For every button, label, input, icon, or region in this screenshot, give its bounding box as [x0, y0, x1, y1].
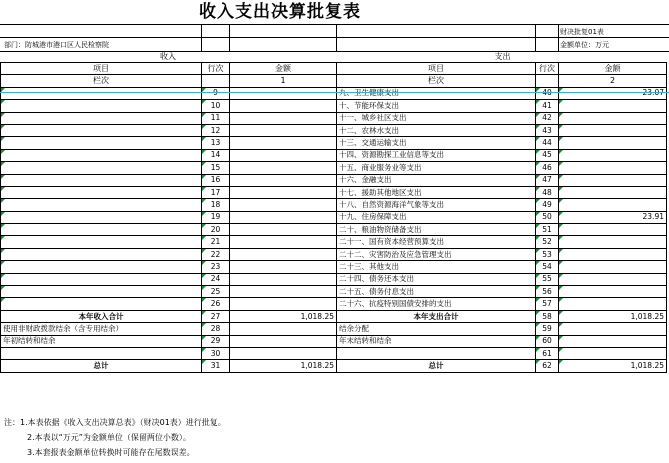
department-label: 部门：防城港市港口区人民检察院 — [4, 41, 109, 49]
table-row — [1, 323, 667, 335]
expense-item-cell[interactable]: 结余分配 — [337, 323, 536, 335]
income-line-cell[interactable]: 21 — [202, 236, 230, 248]
expense-amount-cell[interactable] — [559, 248, 667, 260]
form-number: 财决批复01表 — [560, 28, 604, 36]
income-item-cell[interactable] — [1, 149, 202, 161]
expense-item-cell[interactable]: 二十三、其他支出 — [337, 261, 536, 273]
expense-item-cell[interactable]: 十二、农林水支出 — [337, 124, 536, 136]
income-item-cell[interactable]: 年初结转和结余 — [1, 335, 202, 347]
expense-col-index: 2 — [559, 75, 667, 87]
income-amount-cell[interactable] — [230, 335, 337, 347]
expense-item-cell[interactable]: 二十一、国有资本经营预算支出 — [337, 236, 536, 248]
expense-line-cell[interactable]: 59 — [536, 323, 559, 335]
income-line-cell[interactable]: 31 — [202, 360, 230, 372]
income-item-cell[interactable] — [1, 347, 202, 359]
note-1: 注：1.本表依据《收入支出决算总表》（财决01表）进行批复。 — [4, 418, 226, 427]
income-amount-cell[interactable] — [230, 186, 337, 198]
income-amount-cell[interactable] — [230, 286, 337, 298]
income-line-cell[interactable]: 29 — [202, 335, 230, 347]
expense-item-cell[interactable]: 十四、资源勘探工业信息等支出 — [337, 149, 536, 161]
table-row — [1, 174, 667, 186]
expense-amount-cell[interactable] — [559, 224, 667, 236]
expense-amount-cell[interactable] — [559, 186, 667, 198]
table-row — [1, 236, 667, 248]
income-amount-cell[interactable] — [230, 211, 337, 223]
expense-line-cell[interactable]: 44 — [536, 137, 559, 149]
expense-item-cell[interactable]: 十七、援助其他地区支出 — [337, 186, 536, 198]
income-item-cell[interactable] — [1, 261, 202, 273]
table-row — [1, 347, 667, 359]
income-item-cell[interactable] — [1, 248, 202, 260]
expense-amount-cell[interactable] — [559, 87, 667, 99]
expense-item-cell[interactable]: 十五、商业服务业等支出 — [337, 162, 536, 174]
expense-index-blank — [536, 75, 559, 87]
income-amount-cell[interactable] — [230, 199, 337, 211]
income-line-cell[interactable]: 17 — [202, 186, 230, 198]
table-row — [1, 248, 667, 260]
expense-amount-cell[interactable] — [559, 298, 667, 310]
income-amount-cell[interactable] — [230, 149, 337, 161]
income-item-cell[interactable] — [1, 87, 202, 99]
income-line-cell[interactable]: 23 — [202, 261, 230, 273]
income-line-cell[interactable]: 27 — [202, 310, 230, 322]
expense-line-cell[interactable]: 52 — [536, 236, 559, 248]
expense-amount-cell[interactable] — [559, 137, 667, 149]
income-amount-cell[interactable]: 1,018.25 — [230, 310, 337, 322]
income-item-cell[interactable] — [1, 124, 202, 136]
income-amount-cell[interactable] — [230, 236, 337, 248]
expense-item-cell[interactable] — [337, 87, 536, 99]
income-item-cell[interactable] — [1, 199, 202, 211]
income-amount-cell[interactable] — [230, 298, 337, 310]
income-line-cell[interactable] — [202, 87, 230, 99]
expense-item-cell[interactable]: 二十五、债务付息支出 — [337, 286, 536, 298]
income-item-cell[interactable]: 总计 — [1, 360, 202, 372]
expense-line-cell[interactable]: 55 — [536, 273, 559, 285]
income-item-cell[interactable] — [1, 112, 202, 124]
income-amount-cell[interactable] — [230, 174, 337, 186]
income-amount-cell[interactable] — [230, 87, 337, 99]
expense-line-cell[interactable]: 45 — [536, 149, 559, 161]
expense-line-cell[interactable]: 41 — [536, 100, 559, 112]
expense-line-cell[interactable]: 56 — [536, 286, 559, 298]
expense-item-cell[interactable]: 总计 — [337, 360, 536, 372]
income-item-cell[interactable] — [1, 174, 202, 186]
income-item-cell[interactable]: 使用非财政拨款结余（含专用结余） — [1, 323, 202, 335]
income-line-cell[interactable]: 26 — [202, 298, 230, 310]
income-amount-cell[interactable] — [230, 162, 337, 174]
table-row — [1, 261, 667, 273]
expense-amount-cell[interactable] — [559, 112, 667, 124]
expense-amount-cell[interactable] — [559, 199, 667, 211]
table-row — [1, 310, 667, 322]
expense-item-cell[interactable]: 二十六、抗疫特别国债安排的支出 — [337, 298, 536, 310]
expense-amount-cell[interactable]: 1,018.25 — [559, 310, 667, 322]
income-amount-cell[interactable] — [230, 112, 337, 124]
expense-item-cell[interactable]: 十、节能环保支出 — [337, 100, 536, 112]
table-row — [1, 162, 667, 174]
income-line-cell[interactable]: 18 — [202, 199, 230, 211]
expense-amount-cell[interactable] — [559, 100, 667, 112]
income-line-cell[interactable]: 13 — [202, 137, 230, 149]
expense-amount-cell[interactable] — [559, 286, 667, 298]
column-header-row — [1, 63, 667, 75]
income-line-cell[interactable]: 14 — [202, 149, 230, 161]
expense-item-cell[interactable]: 十一、城乡社区支出 — [337, 112, 536, 124]
income-amount-cell[interactable] — [230, 124, 337, 136]
expense-amount-cell[interactable] — [559, 261, 667, 273]
income-item-cell[interactable] — [1, 224, 202, 236]
expense-amount-cell[interactable] — [559, 174, 667, 186]
table-row — [1, 124, 667, 136]
income-line-cell[interactable]: 15 — [202, 162, 230, 174]
income-line-cell[interactable]: 25 — [202, 286, 230, 298]
expense-line-cell[interactable]: 42 — [536, 112, 559, 124]
approval-table — [0, 62, 667, 373]
expense-amount-cell[interactable] — [559, 323, 667, 335]
expense-line-cell[interactable]: 43 — [536, 124, 559, 136]
income-line-cell[interactable]: 22 — [202, 248, 230, 260]
table-row — [1, 286, 667, 298]
table-row — [1, 87, 667, 99]
expense-item-cell[interactable]: 十六、金融支出 — [337, 174, 536, 186]
table-row — [1, 100, 667, 112]
income-line-cell[interactable]: 16 — [202, 174, 230, 186]
income-item-cell[interactable] — [1, 186, 202, 198]
expense-amount-cell[interactable]: 1,018.25 — [559, 360, 667, 372]
income-amount-cell[interactable]: 1,018.25 — [230, 360, 337, 372]
expense-item-cell[interactable]: 十八、自然资源海洋气象等支出 — [337, 199, 536, 211]
expense-line-cell[interactable]: 54 — [536, 261, 559, 273]
income-index-blank — [202, 75, 230, 87]
income-line-cell[interactable]: 30 — [202, 347, 230, 359]
income-item-cell[interactable] — [1, 162, 202, 174]
expense-line-cell[interactable]: 57 — [536, 298, 559, 310]
table-row — [1, 224, 667, 236]
notes — [4, 415, 226, 460]
expense-amount-header: 金额 — [559, 63, 667, 75]
expense-item-cell[interactable]: 二十二、灾害防治及应急管理支出 — [337, 248, 536, 260]
expense-amount-cell[interactable] — [559, 273, 667, 285]
income-item-cell[interactable] — [1, 286, 202, 298]
table-row — [1, 298, 667, 310]
income-amount-cell[interactable] — [230, 323, 337, 335]
income-item-cell[interactable] — [1, 137, 202, 149]
expense-amount-cell[interactable] — [559, 236, 667, 248]
income-item-cell[interactable] — [1, 298, 202, 310]
income-item-cell[interactable] — [1, 236, 202, 248]
expense-amount-cell[interactable] — [559, 124, 667, 136]
table-row — [1, 186, 667, 198]
table-row — [1, 199, 667, 211]
table-row — [1, 112, 667, 124]
expense-item-cell[interactable]: 十九、住房保障支出 — [337, 211, 536, 223]
income-amount-header: 金额 — [230, 63, 337, 75]
expense-amount-cell[interactable] — [559, 162, 667, 174]
expense-line-cell[interactable] — [536, 87, 559, 99]
income-amount-cell[interactable] — [230, 273, 337, 285]
expense-item-cell[interactable] — [337, 347, 536, 359]
expense-line-cell[interactable]: 46 — [536, 162, 559, 174]
income-line-cell[interactable]: 10 — [202, 100, 230, 112]
expense-line-cell[interactable]: 58 — [536, 310, 559, 322]
income-item-header: 项目 — [1, 63, 202, 75]
table-row — [1, 137, 667, 149]
income-item-cell[interactable] — [1, 273, 202, 285]
income-line-cell[interactable]: 24 — [202, 273, 230, 285]
expense-item-cell[interactable]: 本年支出合计 — [337, 310, 536, 322]
expense-line-cell[interactable]: 50 — [536, 211, 559, 223]
table-row — [1, 335, 667, 347]
expense-line-cell[interactable]: 51 — [536, 224, 559, 236]
income-section-label: 收入 — [160, 52, 176, 61]
expense-line-cell[interactable]: 48 — [536, 186, 559, 198]
expense-line-cell[interactable]: 62 — [536, 360, 559, 372]
expense-line-cell[interactable]: 61 — [536, 347, 559, 359]
selection-guide-line — [0, 92, 669, 93]
income-row-label: 栏次 — [1, 75, 202, 87]
expense-item-cell[interactable]: 十三、交通运输支出 — [337, 137, 536, 149]
income-item-cell[interactable]: 本年收入合计 — [1, 310, 202, 322]
table-title: 收入支出决算批复表 — [199, 2, 361, 22]
expense-line-cell[interactable]: 60 — [536, 335, 559, 347]
table-row — [1, 360, 667, 372]
income-item-cell[interactable] — [1, 211, 202, 223]
table-row — [1, 273, 667, 285]
expense-line-cell[interactable]: 49 — [536, 199, 559, 211]
table-row — [1, 211, 667, 223]
expense-row-label: 栏次 — [337, 75, 536, 87]
income-amount-cell[interactable] — [230, 100, 337, 112]
income-line-header: 行次 — [202, 63, 230, 75]
expense-item-cell[interactable]: 二十四、债务还本支出 — [337, 273, 536, 285]
income-line-cell[interactable]: 11 — [202, 112, 230, 124]
income-item-cell[interactable] — [1, 100, 202, 112]
income-line-cell[interactable]: 20 — [202, 224, 230, 236]
unit-label: 金额单位：万元 — [560, 41, 609, 49]
note-3: 3.本套报表金额单位转换时可能存在尾数误差。 — [27, 448, 195, 457]
expense-line-cell[interactable]: 53 — [536, 248, 559, 260]
income-amount-cell[interactable] — [230, 248, 337, 260]
expense-amount-cell[interactable]: 23.91 — [559, 211, 667, 223]
income-amount-cell[interactable] — [230, 137, 337, 149]
income-amount-cell[interactable] — [230, 347, 337, 359]
column-index-row — [1, 75, 667, 87]
income-amount-cell[interactable] — [230, 224, 337, 236]
note-2: 2.本表以“万元”为金额单位（保留两位小数）。 — [27, 433, 191, 442]
expense-line-header: 行次 — [536, 63, 559, 75]
table-row — [1, 149, 667, 161]
income-col-index: 1 — [230, 75, 337, 87]
expense-amount-cell[interactable] — [559, 335, 667, 347]
expense-item-cell[interactable]: 二十、粮油物资储备支出 — [337, 224, 536, 236]
income-line-cell[interactable]: 12 — [202, 124, 230, 136]
income-line-cell[interactable]: 19 — [202, 211, 230, 223]
expense-amount-cell[interactable] — [559, 347, 667, 359]
expense-item-cell[interactable]: 年末结转和结余 — [337, 335, 536, 347]
income-amount-cell[interactable] — [230, 261, 337, 273]
expense-item-header: 项目 — [337, 63, 536, 75]
expense-section-label: 支出 — [494, 52, 511, 61]
expense-line-cell[interactable]: 47 — [536, 174, 559, 186]
income-line-cell[interactable]: 28 — [202, 323, 230, 335]
expense-amount-cell[interactable] — [559, 149, 667, 161]
